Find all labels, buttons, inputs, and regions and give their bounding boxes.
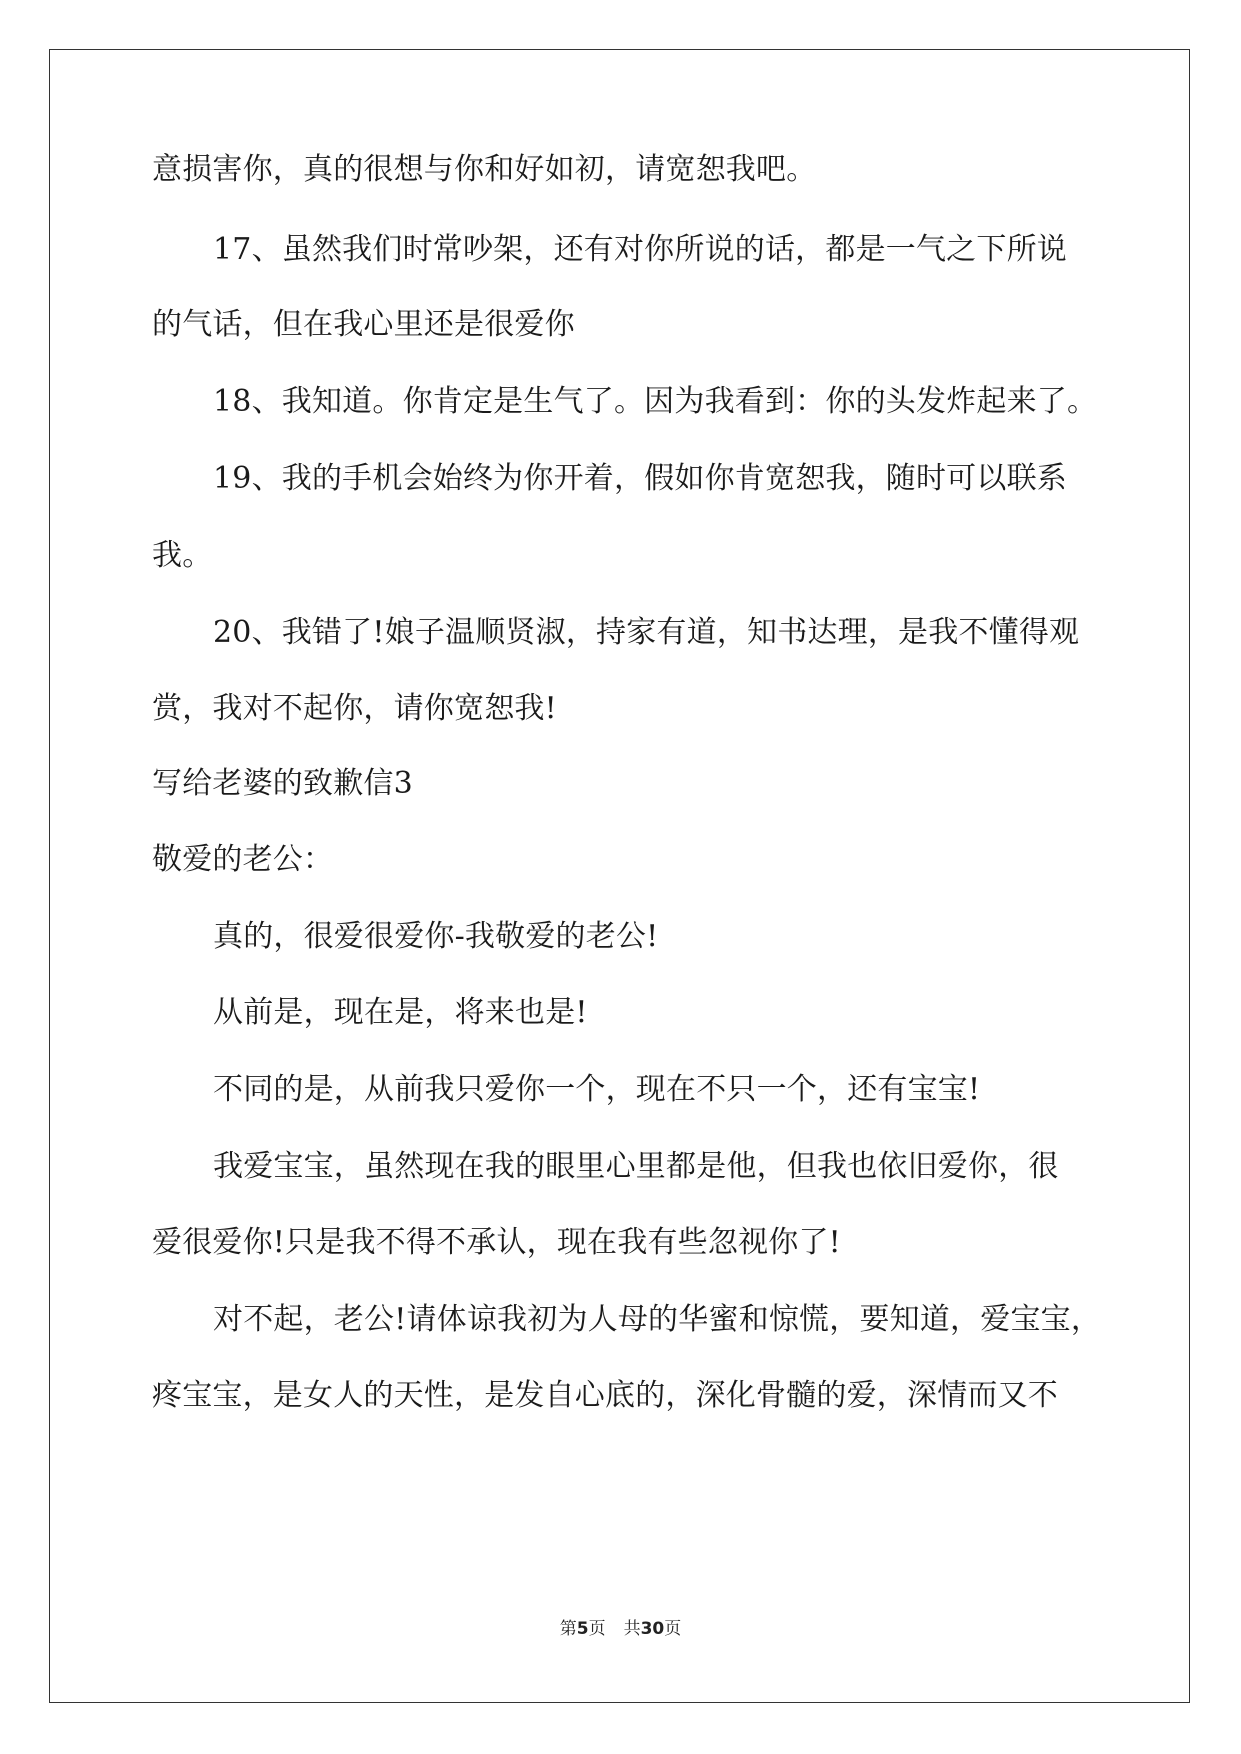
footer-total-prefix: 共: [623, 1619, 641, 1639]
text-line: 18、我知道。你肯定是生气了。因为我看到：你的头发炸起来了。: [213, 384, 1098, 419]
text-line: 从前是，现在是，将来也是!: [213, 995, 588, 1030]
text-line: 对不起，老公!请体谅我初为人母的华蜜和惊慌，要知道，爱宝宝，: [213, 1302, 1102, 1337]
section-heading: 写给老婆的致歉信3: [152, 766, 413, 801]
footer-page-unit: 页: [588, 1619, 606, 1639]
text-line: 意损害你，真的很想与你和好如初，请宽恕我吧。: [152, 152, 817, 187]
text-line: 19、我的手机会始终为你开着，假如你肯宽恕我，随时可以联系: [213, 461, 1067, 496]
text-line: 我爱宝宝，虽然现在我的眼里心里都是他，但我也依旧爱你，很: [213, 1149, 1059, 1184]
footer-prefix: 第: [559, 1619, 577, 1639]
text-line: 我。: [152, 538, 213, 573]
page-footer: [0, 1614, 1241, 1639]
text-line: 疼宝宝，是女人的天性，是发自心底的，深化骨髓的爱，深情而又不: [152, 1378, 1058, 1413]
text-line: 爱很爱你!只是我不得不承认，现在我有些忽视你了!: [152, 1225, 841, 1260]
text-line: 的气话，但在我心里还是很爱你: [152, 307, 575, 342]
text-line: 17、虽然我们时常吵架，还有对你所说的话，都是一气之下所说: [213, 232, 1067, 267]
total-pages-number: 30: [640, 1619, 665, 1639]
salutation: 敬爱的老公：: [152, 842, 334, 877]
text-line: 不同的是，从前我只爱你一个，现在不只一个，还有宝宝!: [213, 1072, 981, 1107]
footer-total-unit: 页: [664, 1619, 682, 1639]
current-page-number: 5: [576, 1619, 589, 1639]
text-line: 20、我错了!娘子温顺贤淑，持家有道，知书达理，是我不懂得观: [213, 615, 1080, 650]
text-line: 赏，我对不起你，请你宽恕我!: [152, 691, 557, 726]
text-line: 真的，很爱很爱你-我敬爱的老公!: [213, 919, 659, 954]
